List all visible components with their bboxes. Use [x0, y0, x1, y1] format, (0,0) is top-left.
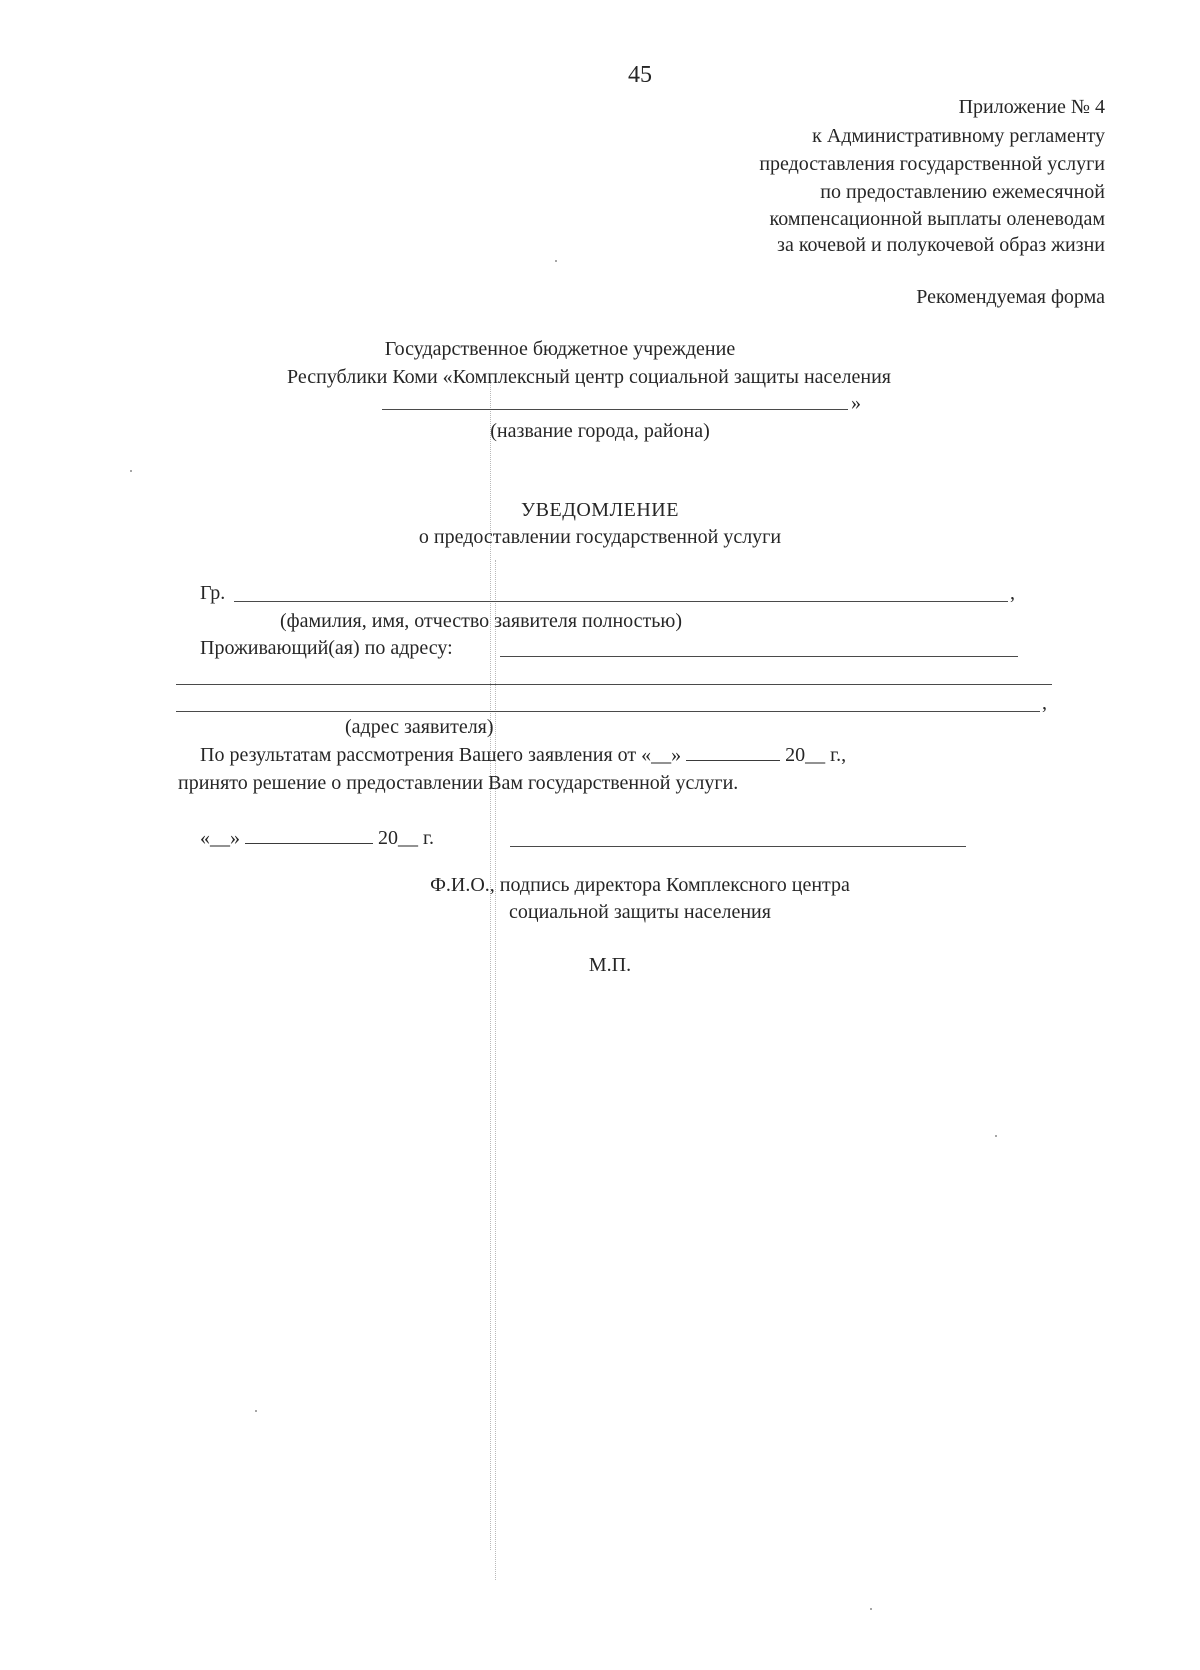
- institution-quote-end: »: [851, 392, 861, 414]
- address-caption: (адрес заявителя): [345, 716, 494, 738]
- result-text-line-2: принято решение о предоставлении Вам государственной услуги.: [178, 772, 739, 794]
- signature-blank: [510, 846, 966, 847]
- result-year: 20__ г.,: [785, 744, 847, 766]
- scan-speck: [870, 1608, 872, 1610]
- scan-speck: [130, 470, 132, 472]
- result-text-part-1: По результатам рассмотрения Вашего заявления от «__»: [200, 744, 682, 766]
- address-blank-3: [176, 711, 1040, 712]
- scan-fold-line: [490, 380, 491, 1550]
- document-title: УВЕДОМЛЕНИЕ: [521, 499, 679, 521]
- address-blank-1: [500, 656, 1018, 657]
- header-line: за кочевой и полукочевой образ жизни: [777, 234, 1105, 256]
- sign-date: [200, 825, 434, 852]
- stamp-placeholder: М.П.: [588, 954, 632, 976]
- institution-line-1: Государственное бюджетное учреждение: [384, 338, 736, 360]
- header-line: компенсационной выплаты оленеводам: [769, 208, 1105, 230]
- sign-date-year: 20__ г.: [378, 827, 434, 849]
- application-date-blank: [686, 742, 780, 761]
- result-text-line-1: [200, 742, 846, 769]
- header-line: предоставления государственной услуги: [759, 153, 1105, 175]
- scan-speck: [995, 1135, 997, 1137]
- header-line: по предоставлению ежемесячной: [820, 181, 1105, 203]
- scan-speck: [555, 260, 557, 262]
- address-comma: ,: [1042, 692, 1047, 714]
- signature-caption-1: Ф.И.О., подпись директора Комплексного центра: [430, 874, 850, 896]
- address-label: Проживающий(ая) по адресу:: [200, 637, 453, 659]
- scan-fold-line: [495, 560, 496, 1580]
- citizen-comma: ,: [1010, 582, 1015, 604]
- signature-caption-2: социальной защиты населения: [509, 901, 771, 923]
- appendix-title: Приложение № 4: [958, 96, 1105, 118]
- header-line: к Административному регламенту: [812, 125, 1105, 147]
- scan-speck: [255, 1410, 257, 1412]
- document-subtitle: о предоставлении государственной услуги: [418, 526, 782, 548]
- city-caption: (название города, района): [490, 420, 710, 442]
- sign-date-month-blank: [245, 825, 373, 844]
- address-blank-2: [176, 684, 1052, 685]
- citizen-name-blank: [234, 601, 1008, 602]
- city-name-blank: [382, 409, 848, 410]
- institution-line-2: Республики Коми «Комплексный центр социальной защиты населения: [287, 366, 891, 388]
- sign-date-day: «__»: [200, 827, 240, 849]
- citizen-label: Гр.: [200, 582, 226, 604]
- recommended-form-label: Рекомендуемая форма: [916, 286, 1105, 308]
- citizen-caption: (фамилия, имя, отчество заявителя полностью): [280, 610, 683, 632]
- page-number: 45: [628, 62, 652, 88]
